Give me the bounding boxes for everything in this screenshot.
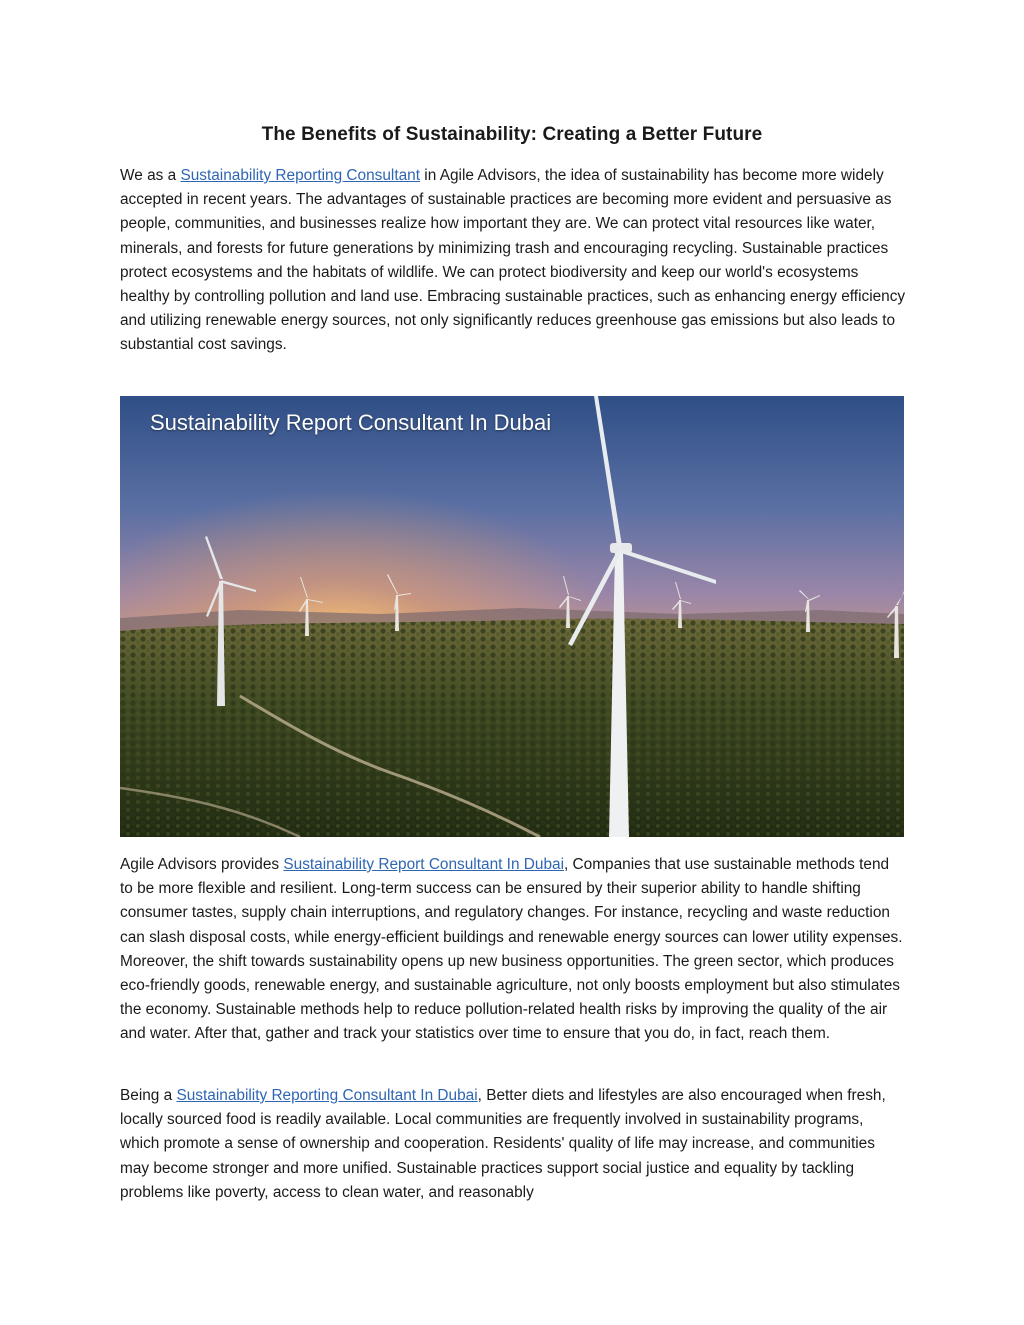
page-title: The Benefits of Sustainability: Creating a Better Future — [261, 124, 763, 145]
sustainability-reporting-consultant-dubai-link[interactable]: Sustainability Reporting Consultant In Dubai — [176, 1087, 478, 1104]
paragraph-text: in Agile Advisors, the idea of sustainability has become more widely accepted in recent years. The advantages of sustainable practices are becoming more evident and persuasive as people, communities, and businesses realize how important they are. We can protect vital resources like water, minerals, and forests for future generations by minimizing trash and encouraging recycling. Sustainable practices protect ecosystems and the habitats of wildlife. We can protect biodiversity and keep our world's ecosystems healthy by controlling pollution and land use. Embracing sustainable practices, such as enhancing energy efficiency and utilizing renewable energy sources, not only significantly reduces greenhouse gas emissions but also leads to substantial cost savings. — [120, 167, 906, 354]
wind-turbines-image — [120, 396, 904, 837]
sustainability-report-consultant-dubai-link[interactable]: Sustainability Report Consultant In Dubai — [283, 856, 564, 873]
image-caption: Sustainability Report Consultant In Dubai — [150, 410, 552, 435]
paragraph-text: Being a — [120, 1087, 177, 1104]
paragraph-text: Agile Advisors provides — [120, 856, 284, 873]
paragraph-text: We as a — [120, 167, 181, 184]
body-paragraph — [120, 853, 906, 1047]
intro-paragraph — [120, 164, 906, 358]
paragraph-text: , Companies that use sustainable methods tend to be more flexible and resilient. Long-term success can be ensured by their superior ability to handle shifting consumer tastes, supply chain interruptions, and regulatory changes. For instance, recycling and waste reduction can slash disposal costs, while energy-efficient buildings and renewable energy sources can lower utility expenses. Moreover, the shift towards sustainability opens up new business opportunities. The green sector, which produces eco-friendly goods, renewable energy, and sustainable agriculture, not only boosts employment but also stimulates the economy. Sustainable methods help to reduce pollution-related health risks by improving the quality of the air and water. After that, gather and track your statistics over time to ensure that you do, in fact, reach them. — [120, 856, 903, 1043]
paragraph-text: , Better diets and lifestyles are also encouraged when fresh, locally sourced food is readily available. Local communities are frequently involved in sustainability programs, which promote a sense of ownership and cooperation. Residents' quality of life may increase, and communities may become stronger and more unified. Sustainable practices support social justice and equality by tackling problems like poverty, access to clean water, and reasonably — [120, 1087, 886, 1201]
body-paragraph — [120, 1084, 906, 1205]
sustainability-reporting-consultant-link[interactable]: Sustainability Reporting Consultant — [180, 167, 421, 184]
